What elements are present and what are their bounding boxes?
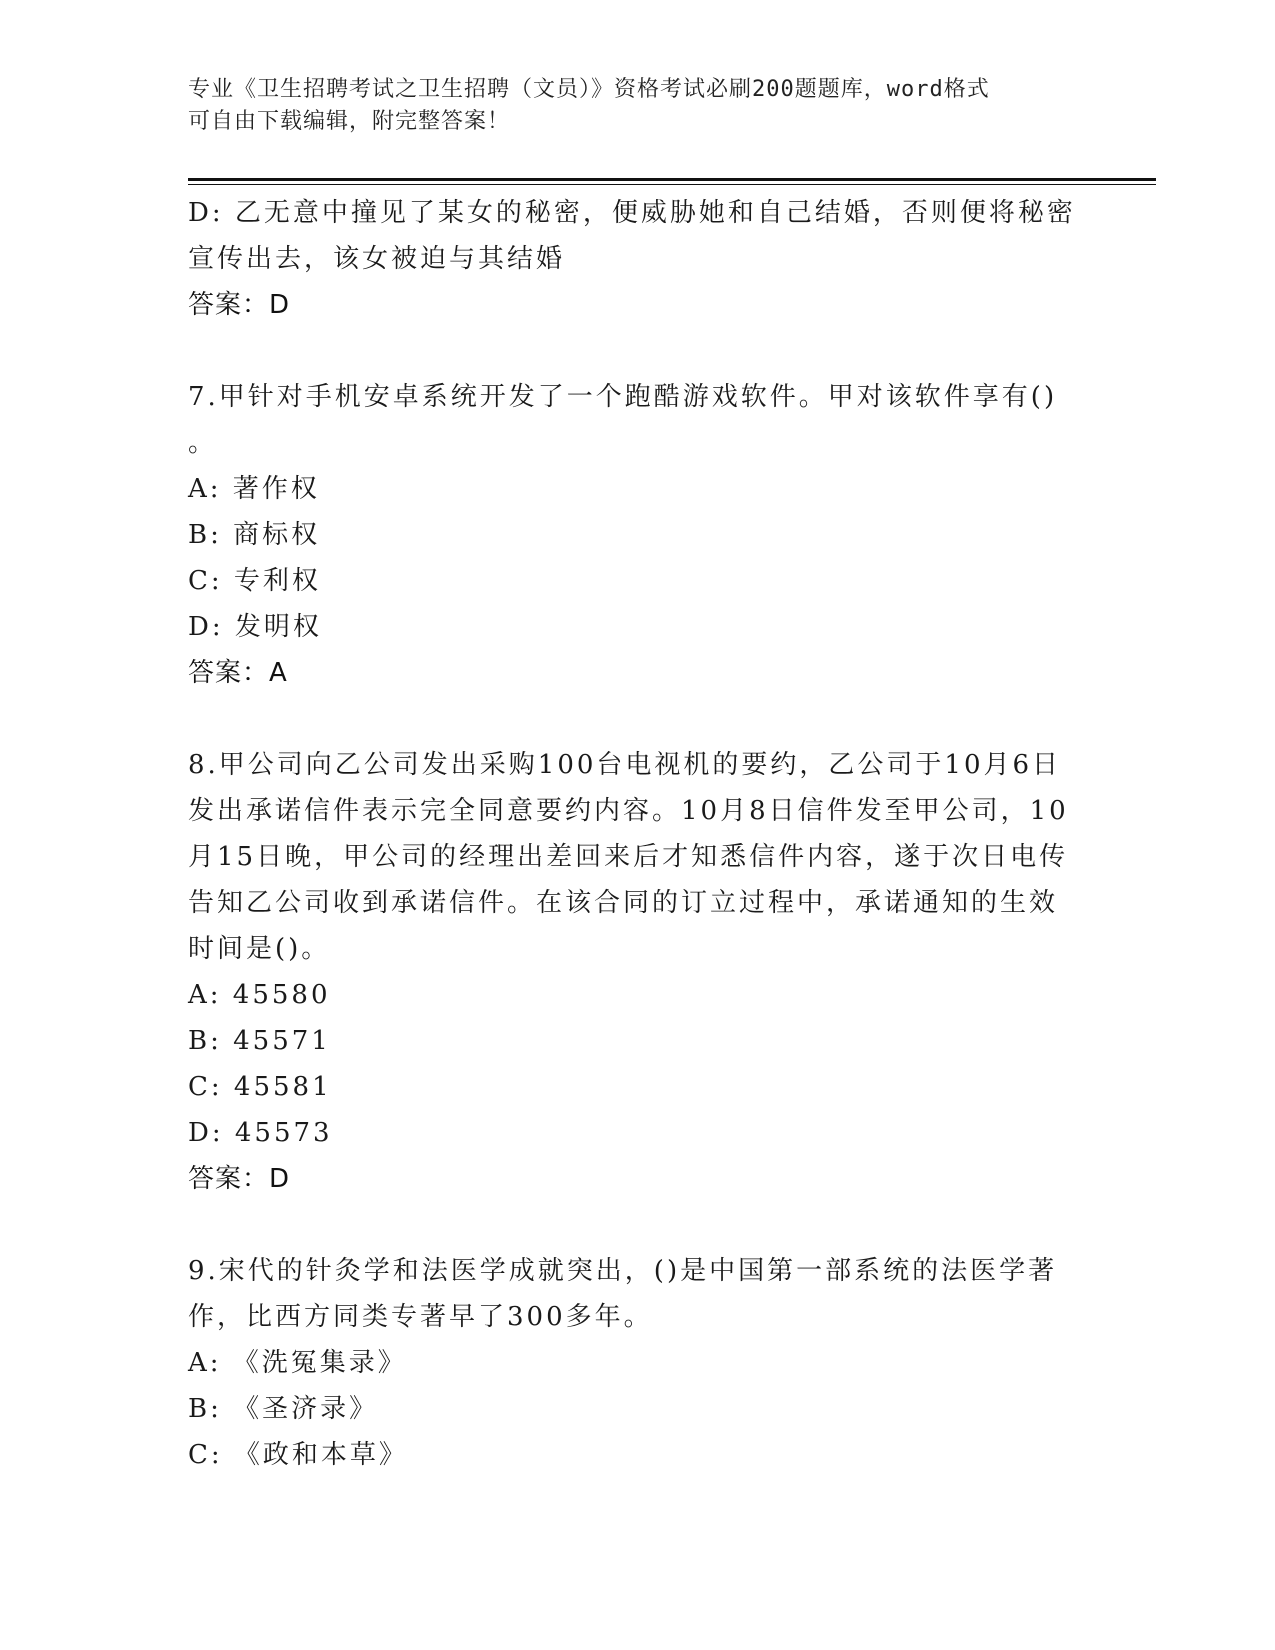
header-title-line-1: 专业《卫生招聘考试之卫生招聘（文员）》资格考试必刷200题题库，word格式 xyxy=(188,77,990,102)
page-header xyxy=(188,74,1068,138)
q8-stem-line-1: 8.甲公司向乙公司发出采购100台电视机的要约，乙公司于10月6日 xyxy=(188,750,1062,780)
q7-stem-line-2: 。 xyxy=(188,428,218,458)
q8-option-b: B: 45571 xyxy=(188,1026,331,1056)
q9-stem-line-1: 9.宋代的针灸学和法医学成就突出，()是中国第一部系统的法医学著 xyxy=(188,1256,1058,1286)
header-divider-thick xyxy=(188,178,1156,181)
spacer xyxy=(188,696,1078,742)
prev-option-d-line-1: D: 乙无意中撞见了某女的秘密，便威胁她和自己结婚，否则便将秘密 xyxy=(188,198,1076,228)
question-7 xyxy=(188,374,1078,696)
question-content xyxy=(188,190,1078,1478)
header-title-line-2: 可自由下载编辑，附完整答案！ xyxy=(188,109,511,134)
q8-option-a: A: 45580 xyxy=(188,980,331,1010)
prev-option-d-line-2: 宣传出去，该女被迫与其结婚 xyxy=(188,244,566,274)
spacer xyxy=(188,328,1078,374)
q8-stem-line-3: 月15日晚，甲公司的经理出差回来后才知悉信件内容，遂于次日电传 xyxy=(188,842,1069,872)
q8-stem-line-2: 发出承诺信件表示完全同意要约内容。10月8日信件发至甲公司，10 xyxy=(188,796,1069,826)
spacer xyxy=(188,1202,1078,1248)
q9-option-b: B: 《圣济录》 xyxy=(188,1394,379,1424)
q8-option-d: D: 45573 xyxy=(188,1118,333,1148)
q7-stem-line-1: 7.甲针对手机安卓系统开发了一个跑酷游戏软件。甲对该软件享有() xyxy=(188,382,1058,412)
q7-answer: 答案：A xyxy=(188,658,288,688)
q9-option-a: A: 《洗冤集录》 xyxy=(188,1348,407,1378)
question-9 xyxy=(188,1248,1078,1478)
prev-answer: 答案：D xyxy=(188,290,291,320)
q8-option-c: C: 45581 xyxy=(188,1072,332,1102)
header-divider-thin xyxy=(188,184,1156,185)
q8-stem-line-4: 告知乙公司收到承诺信件。在该合同的订立过程中，承诺通知的生效 xyxy=(188,888,1059,918)
question-8 xyxy=(188,742,1078,1202)
q8-answer: 答案：D xyxy=(188,1164,291,1194)
q9-option-c: C: 《政和本草》 xyxy=(188,1440,408,1470)
q7-option-c: C: 专利权 xyxy=(188,566,321,596)
q7-option-d: D: 发明权 xyxy=(188,612,322,642)
q7-option-a: A: 著作权 xyxy=(188,474,320,504)
q7-option-b: B: 商标权 xyxy=(188,520,321,550)
q9-stem-line-2: 作，比西方同类专著早了300多年。 xyxy=(188,1302,653,1332)
q8-stem-line-5: 时间是()。 xyxy=(188,934,331,964)
